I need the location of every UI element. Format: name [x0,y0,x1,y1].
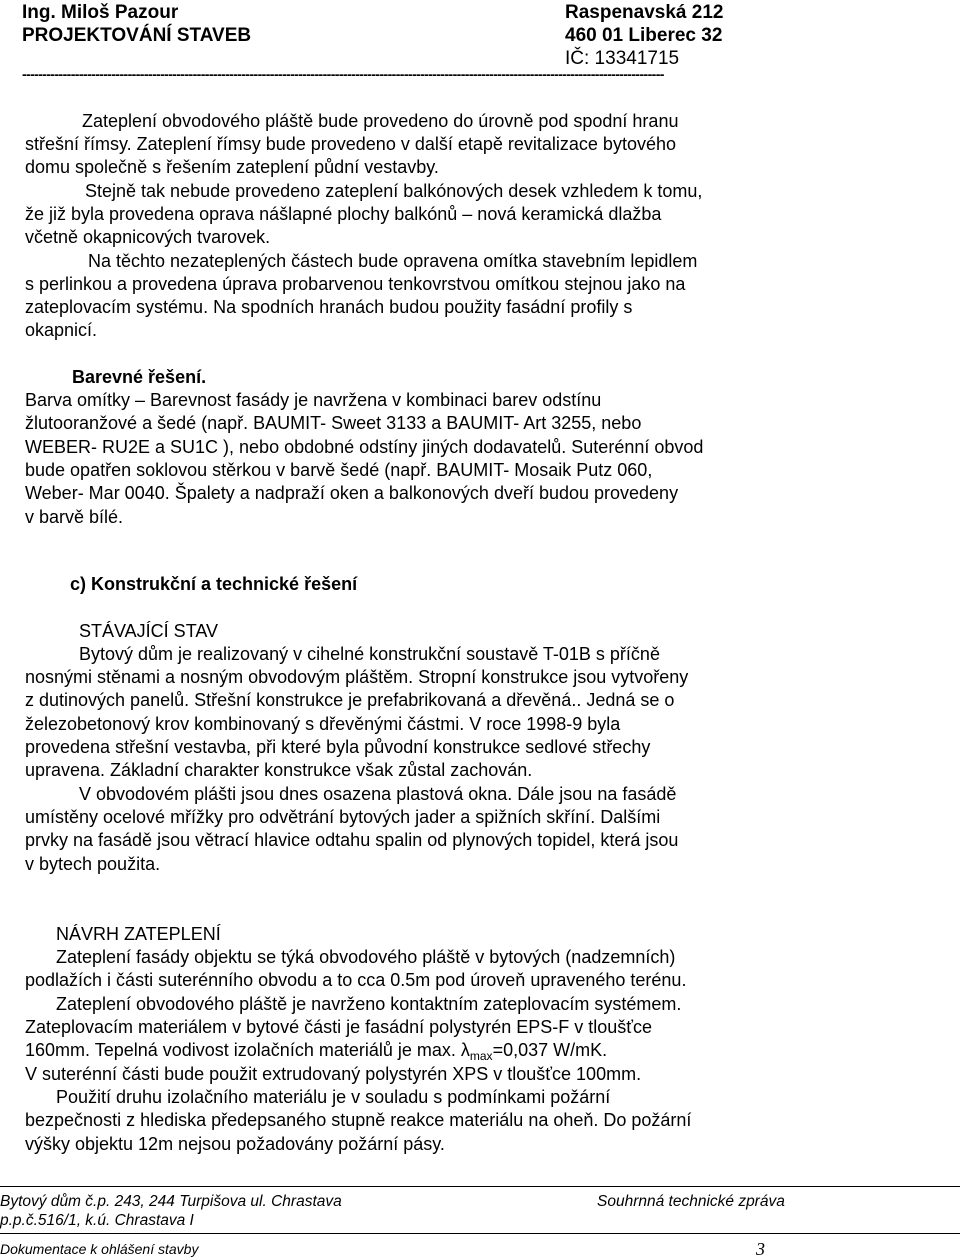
footer-project-line2: p.p.č.516/1, k.ú. Chrastava I [0,1212,194,1229]
company-name: Ing. Miloš Pazour [22,2,179,23]
intro-line: včetně okapnicových tvarovek. [25,227,271,247]
lambda-subscript: max [469,1049,493,1063]
colors-line: žlutooranžové a šedé (např. BAUMIT- Sweet 3133 a BAUMIT- Art 3255, nebo [25,413,642,433]
current-state-line: upravena. Základní charakter konstrukce však zůstal zachován. [25,760,533,780]
intro-line: že již byla provedena oprava nášlapné plochy balkónů – nová keramická dlažba [25,204,662,224]
intro-line: Stejně tak nebude provedeno zateplení balkónových desek vzhledem k tomu, [85,181,703,201]
current-state-line: prvky na fasádě jsou větrací hlavice odtahu spalin od plynových topidel, která jsou [25,830,679,850]
colors-line: v barvě bílé. [25,507,124,527]
header-separator: -------------------------------------------------------------------------------------------------------------------------------------------------------------- [22,66,664,82]
proposal-line: Použití druhu izolačního materiálu je v souladu s podmínkami požární [56,1087,611,1107]
proposal-line: Zateplení fasády objektu se týká obvodového pláště v bytových (nadzemních) [56,947,676,967]
intro-line: okapnicí. [25,320,98,340]
colors-line: WEBER- RU2E a SU1C ), nebo obdobné odstíny jiných dodavatelů. Suterénní obvod [25,437,704,457]
current-state-heading: STÁVAJÍCÍ STAV [79,621,219,641]
current-state-line: nosnými stěnami a nosným obvodovým pláštěm. Stropní konstrukce jsou vytvořeny [25,667,689,687]
proposal-lambda-text: 160mm. Tepelná vodivost izolačních materiálů je max. λ [25,1040,470,1060]
proposal-line: V suterénní části bude použit extrudovaný polystyrén XPS v tloušťce 100mm. [25,1064,642,1084]
proposal-heading: NÁVRH ZATEPLENÍ [56,924,221,944]
colors-line: Barva omítky – Barevnost fasády je navržena v kombinaci barev odstínu [25,390,602,410]
footer-doc-type: Souhrnná technické zpráva [597,1193,785,1210]
proposal-line: bezpečnosti z hlediska předepsaného stupně reakce materiálu na oheň. Do požární [25,1110,692,1130]
proposal-line: Zateplení obvodového pláště je navrženo kontaktním zateplovacím systémem. [56,994,682,1014]
footer-rule-bottom [0,1233,960,1234]
current-state-line: provedena střešní vestavba, při které byla původní konstrukce sedlové střechy [25,737,651,757]
address-street: Raspenavská 212 [565,2,724,23]
footer-project-line1: Bytový dům č.p. 243, 244 Turpišova ul. Chrastava [0,1193,342,1210]
colors-line: bude opatřen soklovou stěrkou v barvě šedé (např. BAUMIT- Mosaik Putz 060, [25,460,653,480]
current-state-line: z dutinových panelů. Střešní konstrukce je prefabrikovaná a dřevěná.. Jedná se o [25,690,675,710]
intro-line: zateplovacím systému. Na spodních hranách budou použity fasádní profily s [25,297,633,317]
intro-line: Na těchto nezateplených částech bude opravena omítka stavebním lepidlem [88,251,698,271]
proposal-line: podlažích i části suterénního obvodu a to cca 0.5m pod úroveň upraveného terénu. [25,970,687,990]
proposal-line: Zateplovacím materiálem v bytové části je fasádní polystyrén EPS-F v tloušťce [25,1017,653,1037]
footer-rule [0,1186,960,1187]
proposal-line: výšky objektu 12m nejsou požadovány požární pásy. [25,1134,445,1154]
current-state-line: železobetonový krov kombinovaný s dřevěnými částmi. V roce 1998-9 byla [25,714,621,734]
company-id: IČ: 13341715 [565,48,680,69]
address-city: 460 01 Liberec 32 [565,25,723,46]
lambda-value: =0,037 W/mK. [492,1040,608,1060]
intro-line: střešní římsy. Zateplení římsy bude provedeno v další etapě revitalizace bytového [25,134,676,154]
intro-line: Zateplení obvodového pláště bude provedeno do úrovně pod spodní hranu [82,111,679,131]
colors-line: Weber- Mar 0040. Špalety a nadpraží oken a balkonových dveří budou provedeny [25,483,679,503]
page-number: 3 [756,1239,765,1259]
colors-heading: Barevné řešení. [72,367,207,387]
current-state-line: umístěny ocelové mřížky pro odvětrání bytových jader a spižních skříní. Dalšími [25,807,661,827]
construction-heading: c) Konstrukční a technické řešení [70,574,358,594]
current-state-line: v bytech použita. [25,854,161,874]
intro-line: s perlinkou a provedena úprava probarvenou tenkovrstvou omítkou stejnou jako na [25,274,686,294]
footer-doc-purpose: Dokumentace k ohlášení stavby [0,1241,199,1257]
current-state-line: Bytový dům je realizovaný v cihelné konstrukční soustavě T-01B s příčně [79,644,660,664]
intro-line: domu společně s řešením zateplení půdní vestavby. [25,157,439,177]
company-role: PROJEKTOVÁNÍ STAVEB [22,25,252,46]
current-state-line: V obvodovém plášti jsou dnes osazena plastová okna. Dále jsou na fasádě [79,784,677,804]
